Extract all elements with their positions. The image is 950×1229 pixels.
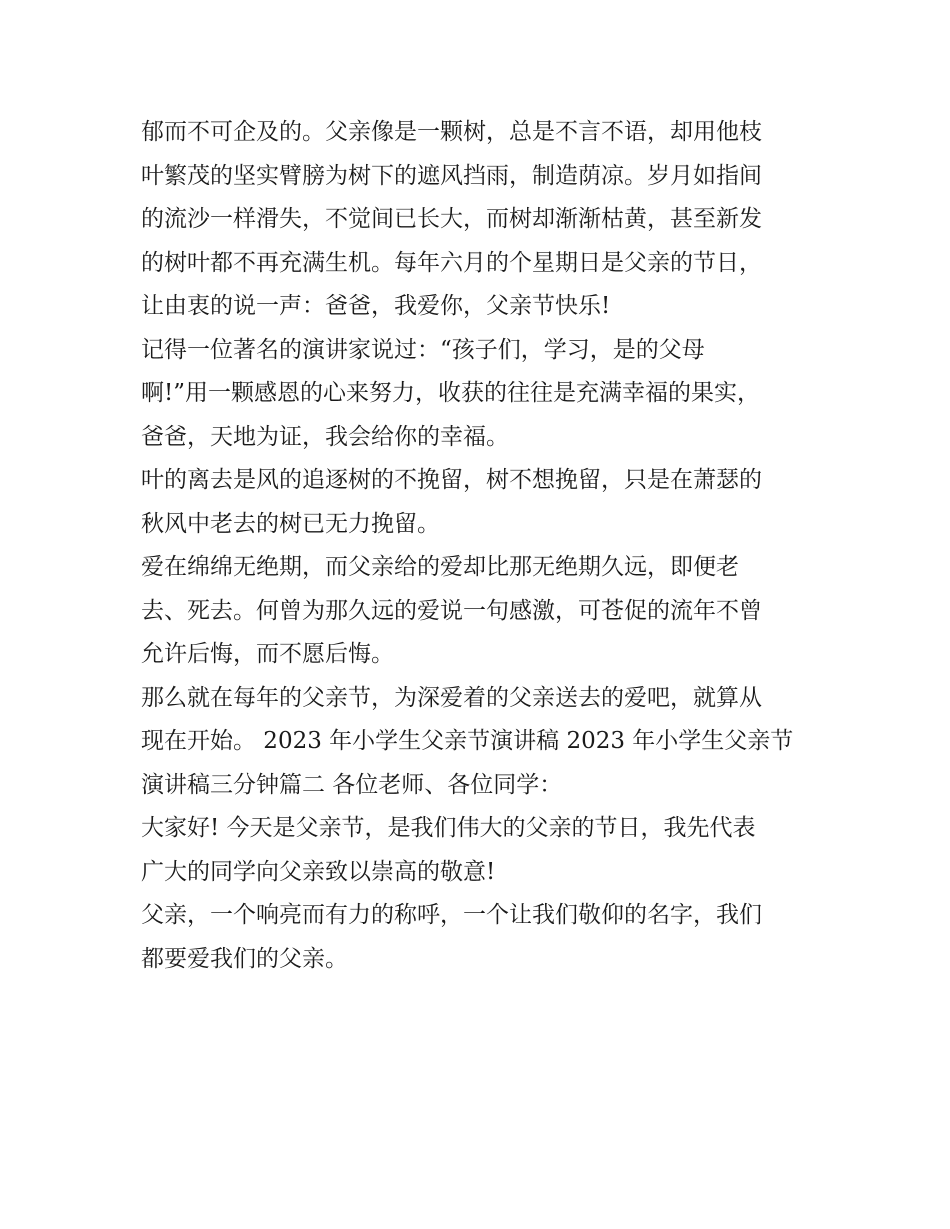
text-line: 爱在绵绵无绝期，而父亲给的爱却比那无绝期久远，即便老 [141,554,739,580]
text-line: 那么就在每年的父亲节，为深爱着的父亲送去的爱吧，就算从 [141,684,762,711]
text-line: 演讲稿三分钟篇二 各位老师、各位同学： [141,771,563,798]
text-line: 现在开始。 2023 年小学生父亲节演讲稿 2023 年小学生父亲节 [141,728,794,754]
paragraph-fathers-day-start [141,677,810,808]
paragraph-father-title [141,894,810,981]
text-line: 去、死去。何曾为那久远的爱说一句感激，可苍促的流年不曾 [141,597,762,624]
text-line: 父亲，一个响亮而有力的称呼，一个让我们敬仰的名字，我们 [141,902,762,928]
text-line: 让由衷的说一声：爸爸，我爱你，父亲节快乐! [141,293,611,319]
text-line: 爸爸，天地为证，我会给你的幸福。 [141,423,509,450]
text-line: 秋风中老去的树已无力挽留。 [141,510,440,537]
paragraph-speaker-quote [141,329,810,460]
text-line: 郁而不可企及的。父亲像是一颗树，总是不言不语，却用他枝 [141,119,762,145]
paragraph-father-tree [141,111,810,329]
paragraph-leaves [141,459,810,546]
document-body [141,111,810,981]
paragraph-greeting [141,807,810,894]
text-line: 叶的离去是风的追逐树的不挽留，树不想挽留，只是在萧瑟的 [141,467,762,493]
text-line: 允许后悔，而不愿后悔。 [141,641,394,667]
text-line: 都要爱我们的父亲。 [141,945,348,972]
text-line: 的流沙一样滑失，不觉间已长大，而树却渐渐枯黄，甚至新发 [141,206,762,232]
text-line: 广大的同学向父亲致以崇高的敬意! [141,858,496,885]
text-line: 叶繁茂的坚实臂膀为树下的遮风挡雨，制造荫凉。岁月如指间 [141,162,762,189]
text-line: 啊!”用一颗感恩的心来努力，收获的往往是充满幸福的果实， [141,380,761,406]
text-line: 大家好! 今天是父亲节，是我们伟大的父亲的节日，我先代表 [141,815,756,841]
text-line: 记得一位著名的演讲家说过：“孩子们，学习，是的父母 [141,336,705,363]
paragraph-endless-love [141,546,810,677]
text-line: 的树叶都不再充满生机。每年六月的个星期日是父亲的节日， [141,249,762,276]
